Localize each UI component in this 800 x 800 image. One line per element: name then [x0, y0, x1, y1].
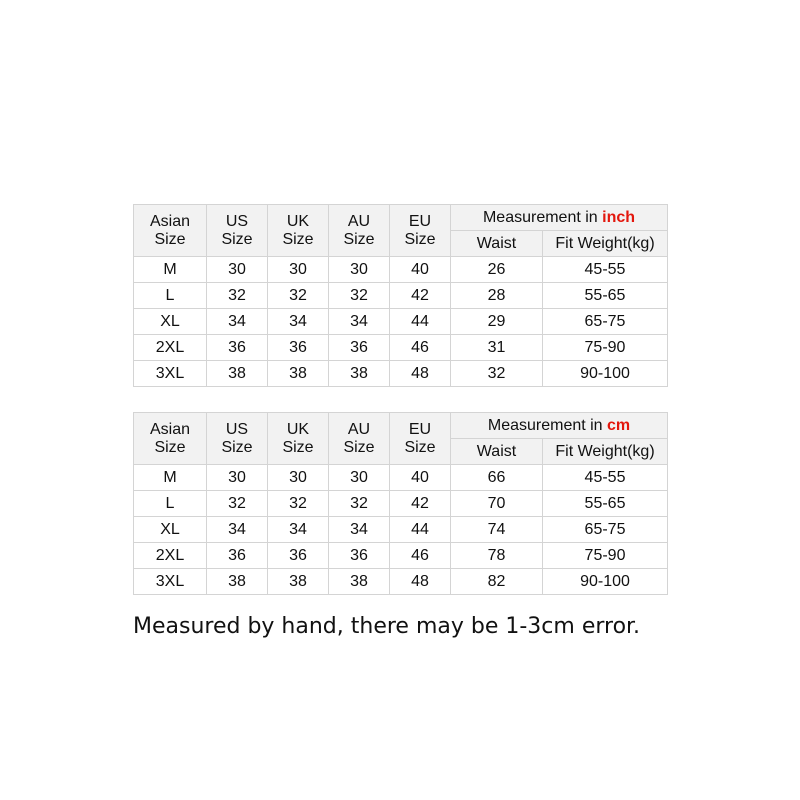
table-row: [134, 465, 668, 491]
table-row: [134, 569, 668, 595]
fit-weight-cell: 65-75: [543, 517, 668, 543]
waist-cell: 29: [451, 309, 543, 335]
us-size-cell: 38: [207, 361, 268, 387]
table-row: [134, 335, 668, 361]
fit-weight-cell: 65-75: [543, 309, 668, 335]
asian-size-cell: L: [134, 283, 207, 309]
waist-header: Waist: [451, 231, 543, 257]
uk-size-cell: 30: [268, 257, 329, 283]
eu-size-cell: 46: [390, 543, 451, 569]
au-size-cell: 38: [329, 361, 390, 387]
table-row: [134, 543, 668, 569]
waist-cell: 78: [451, 543, 543, 569]
au-size-cell: 34: [329, 309, 390, 335]
uk-size-cell: 36: [268, 335, 329, 361]
size-table-cm: [133, 412, 668, 595]
fit-weight-cell: 45-55: [543, 465, 668, 491]
waist-cell: 74: [451, 517, 543, 543]
eu-size-cell: 48: [390, 569, 451, 595]
fit-weight-cell: 75-90: [543, 335, 668, 361]
asian-size-cell: M: [134, 257, 207, 283]
asian-size-cell: XL: [134, 309, 207, 335]
au-size-header: AU Size: [329, 413, 390, 465]
uk-size-cell: 32: [268, 283, 329, 309]
us-size-cell: 30: [207, 257, 268, 283]
waist-cell: 28: [451, 283, 543, 309]
asian-size-header: Asian Size: [134, 413, 207, 465]
size-table-inch: [133, 204, 668, 387]
fit-weight-cell: 55-65: [543, 283, 668, 309]
waist-cell: 66: [451, 465, 543, 491]
measurement-note: Measured by hand, there may be 1-3cm error.: [133, 614, 641, 639]
waist-cell: 82: [451, 569, 543, 595]
us-size-header: US Size: [207, 413, 268, 465]
us-size-cell: 38: [207, 569, 268, 595]
waist-cell: 31: [451, 335, 543, 361]
asian-size-cell: 3XL: [134, 361, 207, 387]
measurement-header: Measurement in cm: [451, 413, 668, 439]
eu-size-cell: 40: [390, 257, 451, 283]
fit-weight-cell: 75-90: [543, 543, 668, 569]
waist-header: Waist: [451, 439, 543, 465]
fit-weight-cell: 90-100: [543, 569, 668, 595]
table-row: [134, 283, 668, 309]
measurement-header: Measurement in inch: [451, 205, 668, 231]
uk-size-header: UK Size: [268, 413, 329, 465]
us-size-cell: 30: [207, 465, 268, 491]
uk-size-cell: 30: [268, 465, 329, 491]
waist-cell: 70: [451, 491, 543, 517]
au-size-cell: 30: [329, 257, 390, 283]
asian-size-cell: 3XL: [134, 569, 207, 595]
us-size-cell: 34: [207, 309, 268, 335]
au-size-cell: 30: [329, 465, 390, 491]
fit-weight-header: Fit Weight(kg): [543, 231, 668, 257]
us-size-cell: 32: [207, 283, 268, 309]
table-row: [134, 491, 668, 517]
eu-size-cell: 40: [390, 465, 451, 491]
us-size-cell: 36: [207, 543, 268, 569]
measurement-unit: inch: [602, 208, 636, 226]
asian-size-cell: L: [134, 491, 207, 517]
us-size-header: US Size: [207, 205, 268, 257]
uk-size-header: UK Size: [268, 205, 329, 257]
asian-size-cell: M: [134, 465, 207, 491]
au-size-cell: 36: [329, 543, 390, 569]
table-row: [134, 361, 668, 387]
waist-cell: 26: [451, 257, 543, 283]
fit-weight-header: Fit Weight(kg): [543, 439, 668, 465]
eu-size-cell: 42: [390, 491, 451, 517]
table-row: [134, 309, 668, 335]
eu-size-header: EU Size: [390, 205, 451, 257]
table-row: [134, 517, 668, 543]
eu-size-cell: 48: [390, 361, 451, 387]
au-size-cell: 32: [329, 283, 390, 309]
eu-size-header: EU Size: [390, 413, 451, 465]
uk-size-cell: 34: [268, 309, 329, 335]
eu-size-cell: 46: [390, 335, 451, 361]
asian-size-cell: 2XL: [134, 335, 207, 361]
uk-size-cell: 36: [268, 543, 329, 569]
eu-size-cell: 44: [390, 309, 451, 335]
au-size-header: AU Size: [329, 205, 390, 257]
au-size-cell: 34: [329, 517, 390, 543]
eu-size-cell: 42: [390, 283, 451, 309]
uk-size-cell: 34: [268, 517, 329, 543]
fit-weight-cell: 45-55: [543, 257, 668, 283]
asian-size-cell: 2XL: [134, 543, 207, 569]
measurement-unit: cm: [607, 416, 631, 434]
eu-size-cell: 44: [390, 517, 451, 543]
asian-size-cell: XL: [134, 517, 207, 543]
table-row: [134, 257, 668, 283]
au-size-cell: 38: [329, 569, 390, 595]
us-size-cell: 34: [207, 517, 268, 543]
asian-size-header: Asian Size: [134, 205, 207, 257]
fit-weight-cell: 55-65: [543, 491, 668, 517]
uk-size-cell: 38: [268, 569, 329, 595]
waist-cell: 32: [451, 361, 543, 387]
au-size-cell: 36: [329, 335, 390, 361]
uk-size-cell: 32: [268, 491, 329, 517]
us-size-cell: 32: [207, 491, 268, 517]
us-size-cell: 36: [207, 335, 268, 361]
fit-weight-cell: 90-100: [543, 361, 668, 387]
uk-size-cell: 38: [268, 361, 329, 387]
au-size-cell: 32: [329, 491, 390, 517]
